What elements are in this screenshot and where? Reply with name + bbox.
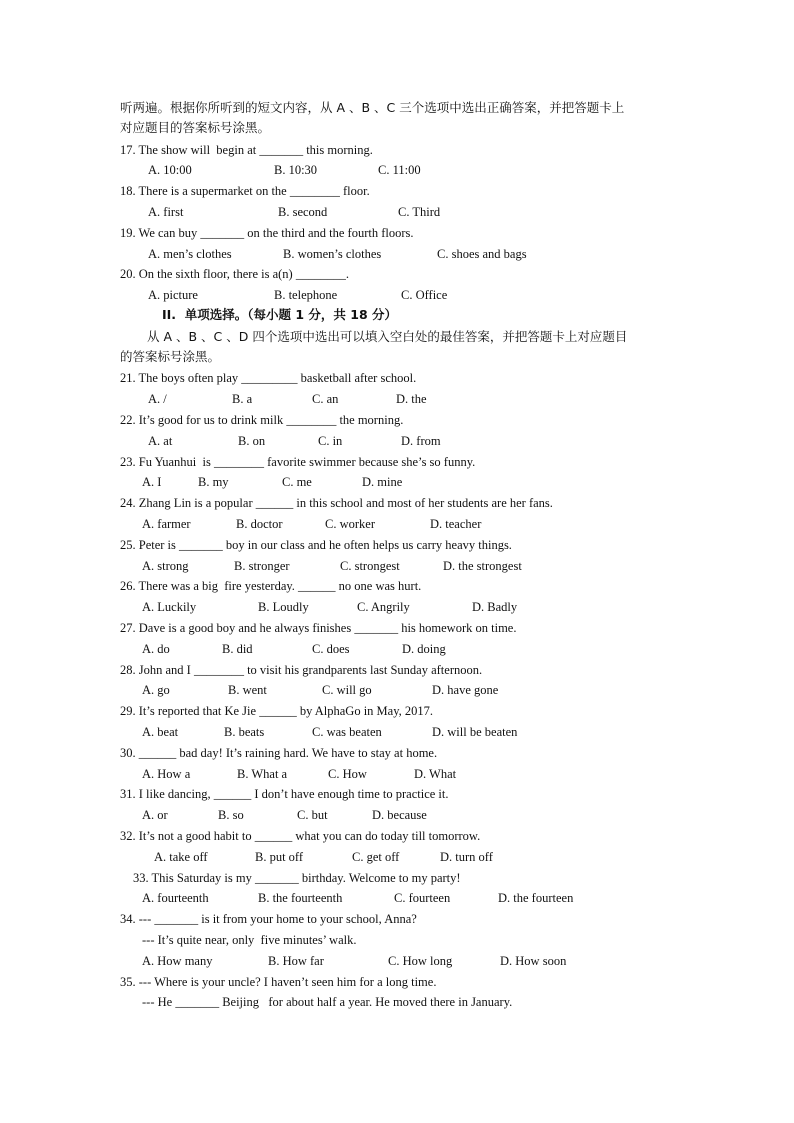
question-25: 25. Peter is _______ boy in our class and he often helps us carry heavy things. xyxy=(120,538,512,552)
option-24b: B. doctor xyxy=(236,517,283,531)
question-34: 34. --- _______ is it from your home to your school, Anna? xyxy=(120,912,417,926)
option-29c: C. was beaten xyxy=(312,725,382,739)
option-33d: D. the fourteen xyxy=(498,891,574,905)
question-30: 30. ______ bad day! It’s raining hard. We have to stay at home. xyxy=(120,746,438,760)
question-23: 23. Fu Yuanhui is ________ favorite swimmer because she’s so funny. xyxy=(120,455,476,469)
intro-line-2: 对应题目的答案标号涂黑。 xyxy=(120,120,271,135)
option-22d: D. from xyxy=(401,434,441,448)
option-23d: D. mine xyxy=(362,475,403,489)
option-21c: C. an xyxy=(312,392,339,406)
option-18b: B. second xyxy=(278,205,328,219)
question-18: 18. There is a supermarket on the ________ floor. xyxy=(120,184,370,198)
option-17c: C. 11:00 xyxy=(378,163,421,177)
question-17: 17. The show will begin at _______ this morning. xyxy=(120,143,373,157)
option-26a: A. Luckily xyxy=(142,600,197,614)
question-31: 31. I like dancing, ______ I don’t have enough time to practice it. xyxy=(120,787,449,801)
option-32c: C. get off xyxy=(352,850,400,864)
option-25d: D. the strongest xyxy=(443,559,522,573)
option-34b: B. How far xyxy=(268,954,324,968)
option-21a: A. / xyxy=(148,392,167,406)
question-35: 35. --- Where is your uncle? I haven’t seen him for a long time. xyxy=(120,975,437,989)
question-28: 28. John and I ________ to visit his grandparents last Sunday afternoon. xyxy=(120,663,483,677)
option-34d: D. How soon xyxy=(500,954,567,968)
question-21: 21. The boys often play _________ basketball after school. xyxy=(120,371,417,385)
option-23b: B. my xyxy=(198,475,229,489)
option-33a: A. fourteenth xyxy=(142,891,209,905)
option-21d: D. the xyxy=(396,392,427,406)
question-20: 20. On the sixth floor, there is a(n) ________. xyxy=(120,267,349,281)
option-27a: A. do xyxy=(142,642,170,656)
option-26c: C. Angrily xyxy=(357,600,410,614)
question-33: 33. This Saturday is my _______ birthday. Welcome to my party! xyxy=(133,871,461,885)
question-19: 19. We can buy _______ on the third and the fourth floors. xyxy=(120,226,414,240)
intro-line-1: 听两遍。根据你所听到的短文内容，从 A 、B 、C 三个选项中选出正确答案，并把答题卡上 xyxy=(120,100,625,115)
option-28c: C. will go xyxy=(322,683,372,697)
option-26b: B. Loudly xyxy=(258,600,309,614)
option-34c: C. How long xyxy=(388,954,453,968)
option-27c: C. does xyxy=(312,642,350,656)
section-instruction-2: 的答案标号涂黑。 xyxy=(120,349,221,364)
option-29d: D. will be beaten xyxy=(432,725,518,739)
option-33b: B. the fourteenth xyxy=(258,891,343,905)
option-32b: B. put off xyxy=(255,850,304,864)
option-24d: D. teacher xyxy=(430,517,482,531)
option-33c: C. fourteen xyxy=(394,891,451,905)
option-26d: D. Badly xyxy=(472,600,518,614)
option-27d: D. doing xyxy=(402,642,446,656)
option-31c: C. but xyxy=(297,808,328,822)
option-30b: B. What a xyxy=(237,767,288,781)
option-29a: A. beat xyxy=(142,725,179,739)
option-25a: A. strong xyxy=(142,559,189,573)
option-18c: C. Third xyxy=(398,205,441,219)
section-heading: II. 单项选择。（每小题 1 分，共 18 分） xyxy=(162,307,398,322)
option-31d: D. because xyxy=(372,808,427,822)
option-24c: C. worker xyxy=(325,517,375,531)
question-26: 26. There was a big fire yesterday. ______ no one was hurt. xyxy=(120,579,422,593)
option-18a: A. first xyxy=(148,205,184,219)
option-32a: A. take off xyxy=(154,850,208,864)
option-23a: A. I xyxy=(142,475,162,489)
option-28b: B. went xyxy=(228,683,267,697)
option-21b: B. a xyxy=(232,392,253,406)
question-24: 24. Zhang Lin is a popular ______ in this school and most of her students are her fans. xyxy=(120,496,553,510)
option-17b: B. 10:30 xyxy=(274,163,318,177)
option-27b: B. did xyxy=(222,642,253,656)
option-32d: D. turn off xyxy=(440,850,493,864)
question-35-reply: --- He _______ Beijing for about half a year. He moved there in January. xyxy=(142,995,513,1009)
option-31a: A. or xyxy=(142,808,168,822)
option-34a: A. How many xyxy=(142,954,213,968)
option-25b: B. stronger xyxy=(234,559,290,573)
option-25c: C. strongest xyxy=(340,559,400,573)
option-28a: A. go xyxy=(142,683,170,697)
option-20c: C. Office xyxy=(401,288,448,302)
option-22a: A. at xyxy=(148,434,173,448)
question-22: 22. It’s good for us to drink milk ________ the morning. xyxy=(120,413,404,427)
option-30c: C. How xyxy=(328,767,367,781)
option-23c: C. me xyxy=(282,475,312,489)
option-29b: B. beats xyxy=(224,725,265,739)
option-30a: A. How a xyxy=(142,767,191,781)
option-17a: A. 10:00 xyxy=(148,163,192,177)
question-27: 27. Dave is a good boy and he always finishes _______ his homework on time. xyxy=(120,621,517,635)
section-instruction-1: 从 A 、B 、C 、D 四个选项中选出可以填入空白处的最佳答案，并把答题卡上对应题目 xyxy=(147,329,628,344)
option-22b: B. on xyxy=(238,434,266,448)
question-29: 29. It’s reported that Ke Jie ______ by AlphaGo in May, 2017. xyxy=(120,704,434,718)
option-24a: A. farmer xyxy=(142,517,191,531)
option-20a: A. picture xyxy=(148,288,198,302)
option-22c: C. in xyxy=(318,434,343,448)
option-31b: B. so xyxy=(218,808,244,822)
question-34-reply: --- It’s quite near, only five minutes’ walk. xyxy=(142,933,357,947)
option-19b: B. women’s clothes xyxy=(283,247,382,261)
question-32: 32. It’s not a good habit to ______ what you can do today till tomorrow. xyxy=(120,829,481,843)
option-28d: D. have gone xyxy=(432,683,499,697)
option-30d: D. What xyxy=(414,767,457,781)
option-19c: C. shoes and bags xyxy=(437,247,527,261)
option-19a: A. men’s clothes xyxy=(148,247,232,261)
option-20b: B. telephone xyxy=(274,288,338,302)
